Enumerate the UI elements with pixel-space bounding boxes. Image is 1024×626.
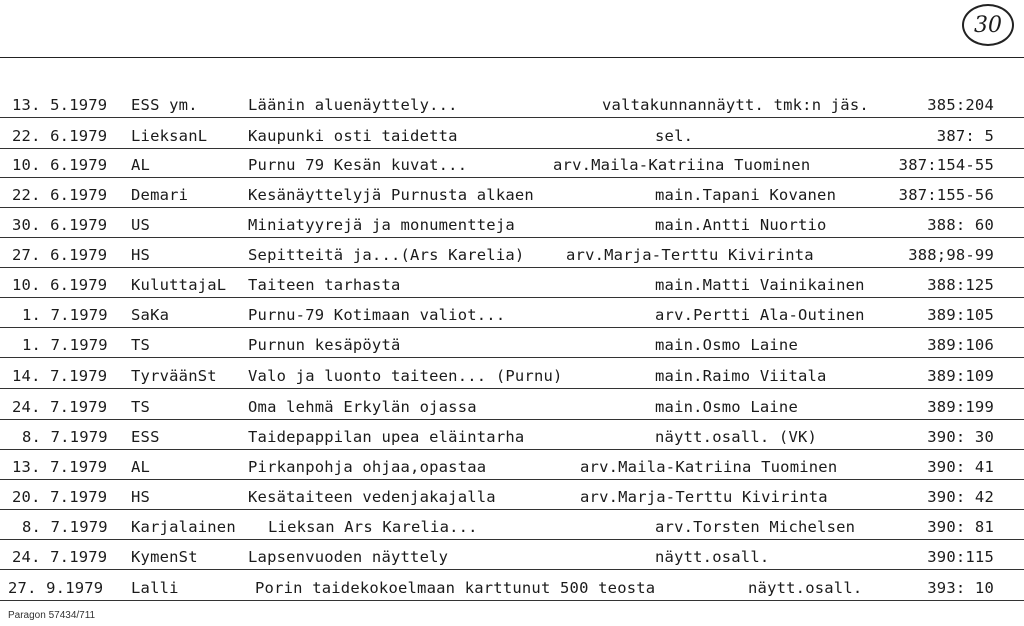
entry-title: Kesätaiteen vedenjakajalla	[248, 488, 496, 506]
entry-note: main.Osmo Laine	[655, 336, 798, 354]
list-item	[0, 422, 1024, 450]
entry-ref: 388: 60	[927, 216, 994, 234]
entry-title: Kaupunki osti taidetta	[248, 127, 458, 145]
entry-ref: 390: 41	[927, 458, 994, 476]
entry-note: arv.Pertti Ala-Outinen	[655, 306, 865, 324]
entry-note: arv.Torsten Michelsen	[655, 518, 856, 536]
entry-date: 8. 7.1979	[22, 428, 108, 446]
entry-ref: 390:115	[927, 548, 994, 566]
entry-source: Demari	[131, 186, 189, 204]
entry-title: Kesänäyttelyjä Purnusta alkaen	[248, 186, 534, 204]
entry-date: 24. 7.1979	[12, 548, 108, 566]
entry-date: 30. 6.1979	[12, 216, 108, 234]
entry-date: 22. 6.1979	[12, 186, 108, 204]
entry-source: TS	[131, 398, 151, 416]
entry-ref: 390: 42	[927, 488, 994, 506]
entry-ref: 393: 10	[927, 579, 994, 597]
entry-note: näytt.osall. (VK)	[655, 428, 818, 446]
list-item	[0, 121, 1024, 149]
entry-note: main.Tapani Kovanen	[655, 186, 837, 204]
entry-source: KymenSt	[131, 548, 198, 566]
top-rule	[0, 57, 1024, 58]
entry-date: 1. 7.1979	[22, 336, 108, 354]
entry-ref: 387: 5	[936, 127, 994, 145]
entry-date: 1. 7.1979	[22, 306, 108, 324]
entry-date: 27. 6.1979	[12, 246, 108, 264]
entry-note: sel.	[655, 127, 694, 145]
list-item	[0, 573, 1024, 601]
list-item	[0, 90, 1024, 118]
entry-title: Lapsenvuoden näyttely	[248, 548, 449, 566]
entry-date: 8. 7.1979	[22, 518, 108, 536]
entry-source: TS	[131, 336, 151, 354]
entry-title: Taiteen tarhasta	[248, 276, 401, 294]
entry-ref: 390: 30	[927, 428, 994, 446]
entry-title: Läänin aluenäyttely...	[248, 96, 458, 114]
entry-note: arv.Maila-Katriina Tuominen	[580, 458, 838, 476]
entry-title: Taidepappilan upea eläintarha	[248, 428, 525, 446]
entry-source: ESS ym.	[131, 96, 198, 114]
entry-date: 20. 7.1979	[12, 488, 108, 506]
entry-source: SaKa	[131, 306, 170, 324]
entry-title: Purnu 79 Kesän kuvat...	[248, 156, 468, 174]
entry-date: 27. 9.1979	[8, 579, 104, 597]
entry-date: 10. 6.1979	[12, 156, 108, 174]
entry-ref: 390: 81	[927, 518, 994, 536]
entry-source: Lalli	[131, 579, 179, 597]
entry-source: TyrväänSt	[131, 367, 217, 385]
entry-source: ESS	[131, 428, 160, 446]
entry-ref: 385:204	[927, 96, 994, 114]
entry-title: Porin taidekokoelmaan karttunut 500 teosta	[255, 579, 656, 597]
entry-date: 22. 6.1979	[12, 127, 108, 145]
entry-source: LieksanL	[131, 127, 208, 145]
entry-ref: 387:154-55	[898, 156, 994, 174]
list-item	[0, 300, 1024, 328]
entry-ref: 387:155-56	[898, 186, 994, 204]
entry-ref: 389:109	[927, 367, 994, 385]
entry-date: 24. 7.1979	[12, 398, 108, 416]
entry-source: Karjalainen	[131, 518, 236, 536]
entry-title: Purnun kesäpöytä	[248, 336, 401, 354]
entry-source: AL	[131, 458, 151, 476]
entry-note: main.Matti Vainikainen	[655, 276, 865, 294]
entry-note: arv.Marja-Terttu Kivirinta	[580, 488, 828, 506]
entry-title: Oma lehmä Erkylän ojassa	[248, 398, 477, 416]
entry-date: 13. 5.1979	[12, 96, 108, 114]
footer-print-code: Paragon 57434/711	[8, 610, 96, 621]
list-item	[0, 210, 1024, 238]
list-item	[0, 180, 1024, 208]
entry-note: main.Antti Nuortio	[655, 216, 827, 234]
entry-ref: 389:105	[927, 306, 994, 324]
page-number: 30	[974, 12, 1002, 38]
list-item	[0, 240, 1024, 268]
entry-note: näytt.osall.	[655, 548, 770, 566]
entry-date: 13. 7.1979	[12, 458, 108, 476]
entry-note: arv.Marja-Terttu Kivirinta	[566, 246, 814, 264]
entry-title: Sepitteitä ja...(Ars Karelia)	[248, 246, 525, 264]
entry-note: main.Osmo Laine	[655, 398, 798, 416]
list-item	[0, 482, 1024, 510]
entry-source: HS	[131, 246, 151, 264]
list-item	[0, 150, 1024, 178]
entry-ref: 388:125	[927, 276, 994, 294]
entry-note: valtakunnannäytt. tmk:n jäs.	[602, 96, 869, 114]
entry-source: US	[131, 216, 151, 234]
list-item	[0, 392, 1024, 420]
entry-ref: 389:199	[927, 398, 994, 416]
entry-source: HS	[131, 488, 151, 506]
entry-title: Miniatyyrejä ja monumentteja	[248, 216, 515, 234]
list-item	[0, 512, 1024, 540]
list-item	[0, 330, 1024, 358]
entry-date: 10. 6.1979	[12, 276, 108, 294]
list-item	[0, 270, 1024, 298]
entry-ref: 388;98-99	[908, 246, 994, 264]
entry-title: Valo ja luonto taiteen... (Purnu)	[248, 367, 563, 385]
entry-source: KuluttajaL	[131, 276, 227, 294]
list-item	[0, 452, 1024, 480]
entry-note: näytt.osall.	[748, 579, 863, 597]
entry-title: Purnu-79 Kotimaan valiot...	[248, 306, 506, 324]
entry-title: Lieksan Ars Karelia...	[268, 518, 478, 536]
entry-note: arv.Maila-Katriina Tuominen	[553, 156, 811, 174]
list-item	[0, 542, 1024, 570]
page-number-circle	[962, 4, 1014, 46]
list-item	[0, 361, 1024, 389]
entry-note: main.Raimo Viitala	[655, 367, 827, 385]
entry-source: AL	[131, 156, 151, 174]
entry-ref: 389:106	[927, 336, 994, 354]
entry-title: Pirkanpohja ohjaa,opastaa	[248, 458, 487, 476]
entry-date: 14. 7.1979	[12, 367, 108, 385]
